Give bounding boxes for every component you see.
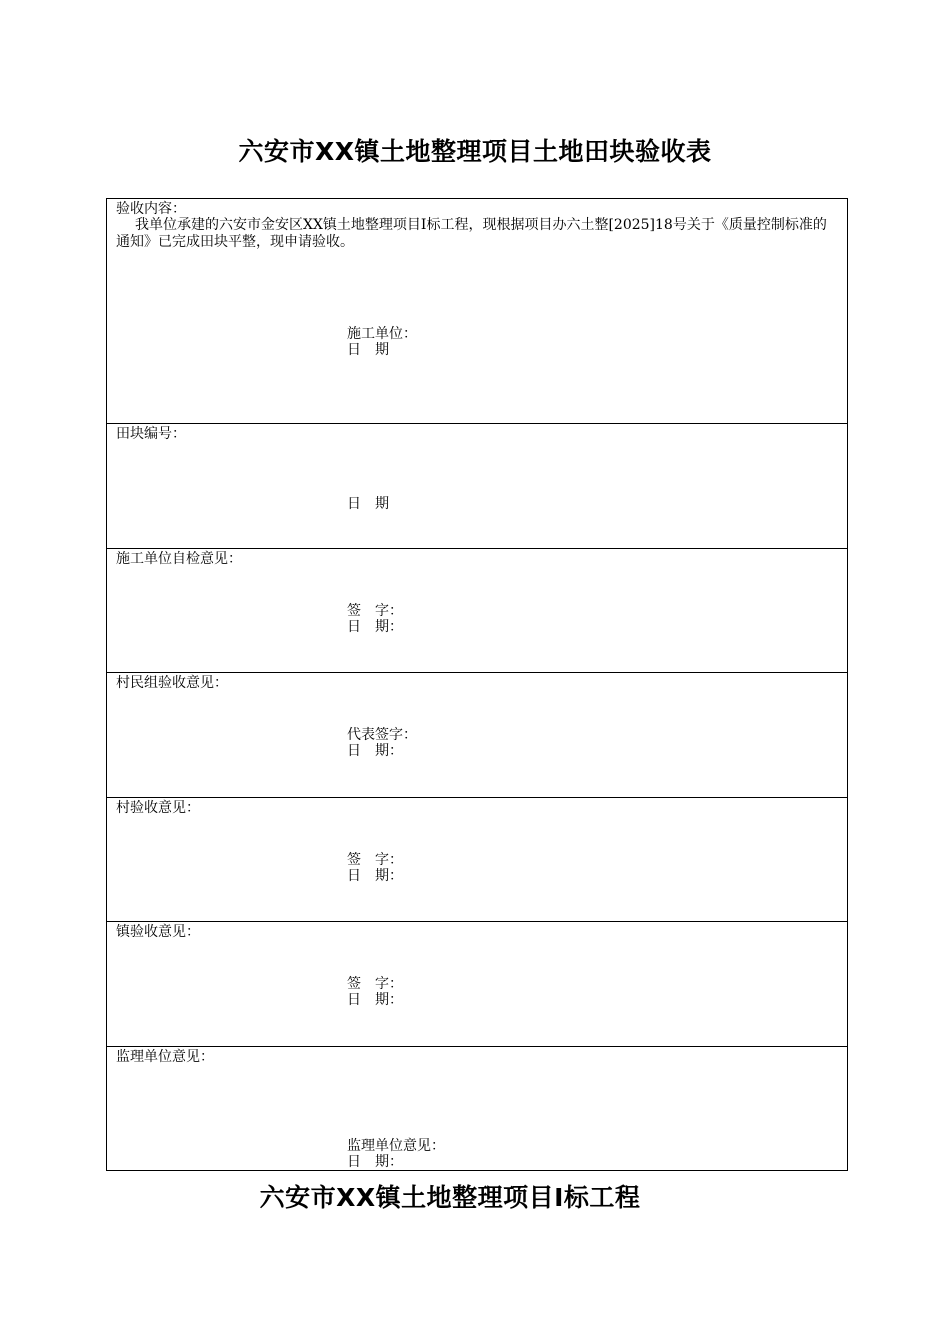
- signature-block: [347, 496, 389, 512]
- acceptance-content-text: 我单位承建的六安市金安区XX镇土地整理项目Ⅰ标工程，现根据项目办六土整[2025]18号关于《质量控制标准的通知》已完成田块平整，现申请验收。: [116, 217, 827, 250]
- section-field-number: [107, 423, 847, 548]
- signature-label: 签 字：: [347, 603, 403, 619]
- signature-block: [347, 326, 417, 358]
- section-acceptance-content: [107, 199, 847, 423]
- date-label: 日 期: [347, 496, 389, 512]
- page-title: 六安市XX镇土地整理项目土地田块验收表: [238, 137, 712, 166]
- section-supervisor-opinion: [107, 1046, 847, 1170]
- acceptance-form-table: [106, 198, 848, 1171]
- signature-block: [347, 976, 403, 1008]
- date-label: 日 期: [347, 342, 389, 358]
- section-label: 监理单位意见：: [116, 1049, 214, 1065]
- date-label: 日 期：: [347, 619, 403, 635]
- section-label: 田块编号：: [116, 426, 186, 442]
- signature-block: [347, 1138, 445, 1170]
- signature-label: 签 字：: [347, 976, 403, 992]
- footer-title: 六安市XX镇土地整理项目Ⅰ标工程: [259, 1183, 641, 1212]
- section-label: 村验收意见：: [116, 800, 200, 816]
- date-label: 日 期：: [347, 743, 403, 759]
- section-town-acceptance: [107, 921, 847, 1046]
- construction-unit-label: 施工单位：: [347, 326, 417, 342]
- signature-block: [347, 727, 417, 759]
- signature-block: [347, 603, 403, 635]
- section-label: 镇验收意见：: [116, 924, 200, 940]
- section-contractor-self-check: [107, 548, 847, 672]
- date-label: 日 期：: [347, 1154, 403, 1170]
- signature-label: 签 字：: [347, 852, 403, 868]
- representative-signature-label: 代表签字：: [347, 727, 417, 743]
- date-label: 日 期：: [347, 992, 403, 1008]
- section-villager-group-acceptance: [107, 672, 847, 797]
- date-label: 日 期：: [347, 868, 403, 884]
- signature-block: [347, 852, 403, 884]
- section-label: 施工单位自检意见：: [116, 551, 242, 567]
- section-village-acceptance: [107, 797, 847, 921]
- section-label: 验收内容：: [116, 201, 186, 217]
- section-label: 村民组验收意见：: [116, 675, 228, 691]
- supervisor-signature-label: 监理单位意见：: [347, 1138, 445, 1154]
